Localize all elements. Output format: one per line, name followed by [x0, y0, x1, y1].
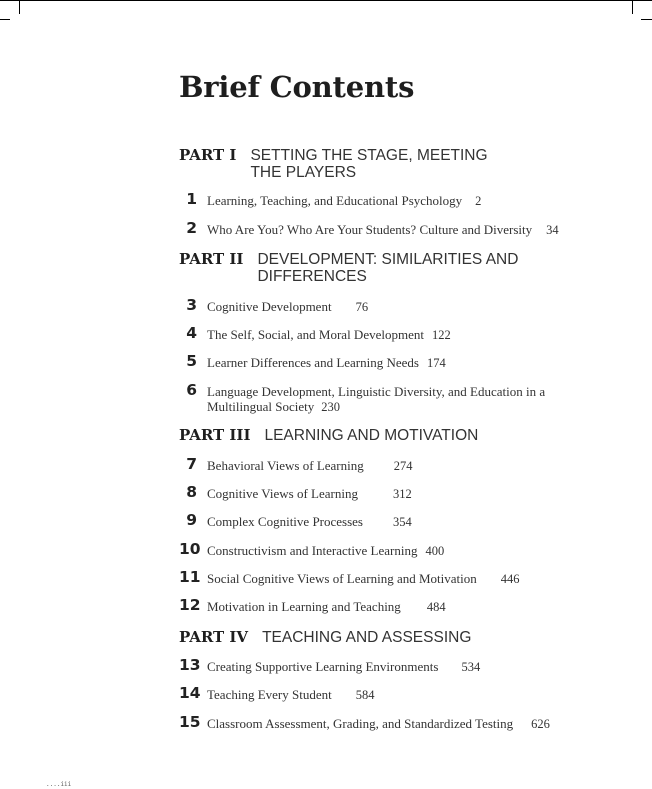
chapter-entry-5[interactable]	[179, 353, 579, 371]
chapter-title: Motivation in Learning and Teaching	[207, 599, 401, 614]
chapter-title: Cognitive Development	[207, 299, 332, 314]
chapter-number: 2	[186, 219, 197, 237]
chapter-page: 76	[355, 300, 369, 314]
crop-mark-left-vertical	[19, 0, 20, 14]
chapter-page: 626	[531, 717, 550, 731]
crop-mark-left-horizontal	[0, 19, 10, 20]
part-heading-4	[179, 628, 471, 647]
chapter-title: Language Development, Linguistic Diversity, and Education in a Multilingual Society	[207, 384, 546, 414]
page-title: Brief Contents	[179, 70, 415, 104]
chapter-page: 354	[393, 515, 412, 529]
chapter-number: 6	[186, 381, 197, 399]
chapter-number: 1	[186, 190, 197, 208]
crop-mark-right-horizontal	[641, 19, 652, 20]
chapter-entry-3[interactable]	[179, 297, 579, 315]
chapter-page: 312	[392, 487, 412, 501]
part-title: TEACHING AND ASSESSING	[262, 629, 472, 646]
chapter-entry-7[interactable]	[179, 456, 579, 474]
chapter-entry-10[interactable]	[179, 541, 579, 559]
chapter-entry-6[interactable]	[179, 382, 549, 415]
chapter-number: 3	[186, 296, 197, 314]
chapter-number: 4	[186, 324, 197, 342]
footer-mark: ....iii	[46, 781, 72, 788]
chapter-number: 8	[186, 483, 197, 501]
chapter-title: Learner Differences and Learning Needs	[207, 355, 419, 370]
chapter-page: 274	[393, 459, 413, 473]
chapter-title: Classroom Assessment, Grading, and Standardized Testing	[207, 716, 514, 731]
chapter-page: 400	[425, 544, 445, 558]
part-heading-2	[179, 250, 527, 285]
chapter-number: 10	[179, 540, 201, 558]
chapter-page: 584	[355, 688, 375, 702]
chapter-page: 230	[321, 400, 340, 414]
chapter-title: Social Cognitive Views of Learning and Motivation	[207, 571, 477, 586]
chapter-number: 11	[179, 568, 201, 586]
crop-mark-top-line	[0, 0, 652, 1]
part-heading-1	[179, 146, 520, 181]
chapter-page: 34	[546, 223, 559, 237]
part-title: DEVELOPMENT: SIMILARITIES AND DIFFERENCES	[257, 251, 519, 285]
part-label: PART III	[179, 426, 251, 444]
part-label: PART II	[179, 250, 244, 268]
chapter-number: 7	[186, 455, 197, 473]
chapter-page: 2	[475, 194, 482, 208]
chapter-page: 534	[461, 660, 481, 674]
chapter-title: Complex Cognitive Processes	[207, 514, 363, 529]
chapter-entry-12[interactable]	[179, 597, 579, 615]
chapter-page: 174	[426, 356, 446, 370]
chapter-title: Creating Supportive Learning Environments	[207, 659, 439, 674]
chapter-number: 5	[186, 352, 197, 370]
chapter-entry-11[interactable]	[179, 569, 579, 587]
part-heading-3	[179, 426, 478, 445]
chapter-title: Learning, Teaching, and Educational Psychology	[207, 193, 463, 208]
chapter-title: Who Are You? Who Are Your Students? Culture and Diversity	[207, 222, 533, 237]
chapter-entry-13[interactable]	[179, 657, 579, 675]
chapter-title: The Self, Social, and Moral Development	[207, 327, 424, 342]
chapter-title: Constructivism and Interactive Learning	[207, 543, 418, 558]
chapter-number: 12	[179, 596, 201, 614]
chapter-entry-8[interactable]	[179, 484, 579, 502]
crop-mark-right-vertical	[632, 0, 633, 14]
chapter-page: 446	[500, 572, 520, 586]
chapter-entry-14[interactable]	[179, 685, 579, 703]
chapter-entry-15[interactable]	[179, 714, 579, 732]
chapter-title: Cognitive Views of Learning	[207, 486, 358, 501]
chapter-number: 15	[179, 713, 201, 731]
chapter-number: 9	[186, 511, 197, 529]
chapter-page: 484	[426, 600, 446, 614]
part-title: LEARNING AND MOTIVATION	[264, 427, 479, 444]
part-label: PART I	[179, 146, 237, 164]
chapter-entry-4[interactable]	[179, 325, 579, 343]
chapter-number: 13	[179, 656, 201, 674]
chapter-title: Behavioral Views of Learning	[207, 458, 364, 473]
part-title: SETTING THE STAGE, MEETING THE PLAYERS	[250, 147, 488, 181]
chapter-entry-1[interactable]	[179, 191, 579, 209]
chapter-title: Teaching Every Student	[207, 687, 332, 702]
chapter-entry-9[interactable]	[179, 512, 579, 530]
part-label: PART IV	[179, 628, 249, 646]
chapter-entry-2[interactable]	[179, 220, 579, 238]
chapter-number: 14	[179, 684, 201, 702]
chapter-page: 122	[431, 328, 451, 342]
